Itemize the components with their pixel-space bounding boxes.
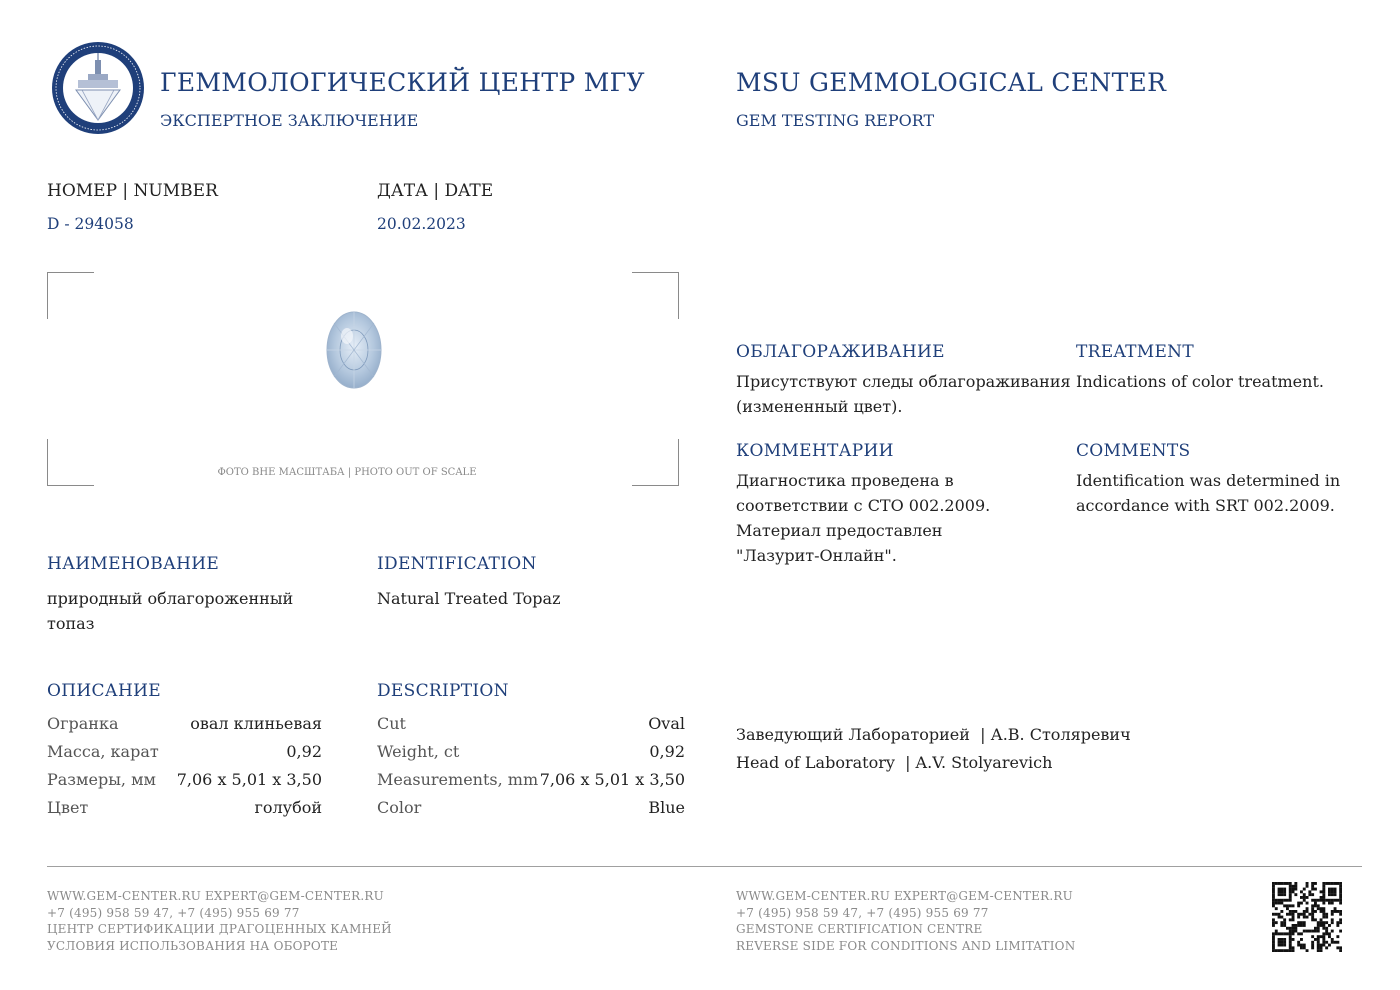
desc-row-en-weight [377, 742, 685, 770]
identification-label-en: IDENTIFICATION [377, 554, 537, 574]
footer-left-line: +7 (495) 958 59 47, +7 (495) 955 69 77 [47, 905, 300, 920]
msu-university-seal-icon [50, 40, 146, 136]
desc-row-en-color [377, 798, 685, 826]
footer-right-line: +7 (495) 958 59 47, +7 (495) 955 69 77 [736, 905, 989, 920]
desc-key: Weight, ct [377, 742, 460, 761]
footer-left-line: ЦЕНТР СЕРТИФИКАЦИИ ДРАГОЦЕННЫХ КАМНЕЙ [47, 922, 392, 936]
footer-left [47, 888, 392, 954]
footer-right [736, 888, 1075, 954]
desc-key: Цвет [47, 798, 89, 817]
date-value: 20.02.2023 [377, 215, 466, 233]
footer-left-line: УСЛОВИЯ ИСПОЛЬЗОВАНИЯ НА ОБОРОТЕ [47, 938, 339, 953]
comments-text-ru-line2: соответствии с СТО 002.2009. [736, 496, 991, 515]
treatment-text-ru-line2: (измененный цвет). [736, 397, 903, 416]
desc-key: Огранка [47, 714, 119, 733]
desc-key: Cut [377, 714, 406, 733]
desc-value: голубой [254, 798, 322, 817]
desc-row-ru-weight [47, 742, 322, 770]
signature-en: Head of Laboratory | A.V. Stolyarevich [736, 753, 1053, 772]
identification-value-ru [47, 586, 293, 636]
desc-key: Размеры, мм [47, 770, 156, 789]
treatment-label-ru: ОБЛАГОРАЖИВАНИЕ [736, 342, 945, 362]
comments-text-ru-line4: "Лазурит-Онлайн". [736, 546, 897, 565]
signature-ru: Заведующий Лабораторией | А.В. Столяревич [736, 725, 1131, 744]
desc-value: 0,92 [286, 742, 322, 761]
comments-text-en-line1: Identification was determined in [1076, 471, 1341, 490]
qr-code-icon [1272, 882, 1342, 952]
desc-row-ru-cut [47, 714, 322, 742]
desc-value: Blue [648, 798, 685, 817]
frame-corner-bl [47, 439, 94, 486]
identification-value-ru-line2: топаз [47, 614, 95, 633]
oval-blue-topaz-icon [325, 310, 383, 390]
treatment-label-en: TREATMENT [1076, 342, 1194, 362]
comments-text-ru-line3: Материал предоставлен [736, 521, 943, 540]
desc-value: овал клиньевая [190, 714, 322, 733]
treatment-text-ru [736, 369, 1071, 419]
footer-divider [47, 866, 1362, 867]
desc-row-en-measurements [377, 770, 685, 798]
desc-key: Color [377, 798, 422, 817]
identification-label-ru: НАИМЕНОВАНИЕ [47, 554, 220, 574]
desc-row-en-cut [377, 714, 685, 742]
footer-right-line: WWW.GEM-CENTER.RU EXPERT@GEM-CENTER.RU [736, 889, 1073, 903]
desc-row-ru-measurements [47, 770, 322, 798]
desc-value: 7,06 x 5,01 x 3,50 [176, 770, 322, 789]
subtitle-en: GEM TESTING REPORT [736, 111, 935, 130]
desc-value: Oval [648, 714, 685, 733]
comments-text-en-line2: accordance with SRT 002.2009. [1076, 496, 1335, 515]
desc-key: Масса, карат [47, 742, 159, 761]
subtitle-ru: ЭКСПЕРТНОЕ ЗАКЛЮЧЕНИЕ [160, 111, 419, 130]
number-value: D - 294058 [47, 215, 134, 233]
photo-caption: ФОТО ВНЕ МАСШТАБА | PHOTO OUT OF SCALE [217, 467, 477, 478]
comments-text-ru [736, 468, 990, 568]
frame-corner-tl [47, 272, 94, 319]
desc-value: 7,06 x 5,01 x 3,50 [539, 770, 685, 789]
treatment-text-en: Indications of color treatment. [1076, 372, 1324, 391]
treatment-text-ru-line1: Присутствуют следы облагораживания [736, 372, 1071, 391]
footer-right-line: REVERSE SIDE FOR CONDITIONS AND LIMITATION [736, 938, 1076, 953]
comments-text-en [1076, 468, 1340, 518]
title-ru: ГЕММОЛОГИЧЕСКИЙ ЦЕНТР МГУ [160, 68, 645, 97]
description-label-ru: ОПИСАНИЕ [47, 681, 161, 701]
footer-right-line: GEMSTONE CERTIFICATION CENTRE [736, 922, 983, 936]
comments-label-en: COMMENTS [1076, 441, 1191, 461]
desc-key: Measurements, mm [377, 770, 539, 789]
comments-text-ru-line1: Диагностика проведена в [736, 471, 954, 490]
identification-value-ru-line1: природный облагороженный [47, 589, 294, 608]
comments-label-ru: КОММЕНТАРИИ [736, 441, 894, 461]
number-label: НОМЕР | NUMBER [47, 181, 218, 201]
footer-left-line: WWW.GEM-CENTER.RU EXPERT@GEM-CENTER.RU [47, 889, 384, 903]
frame-corner-tr [632, 272, 679, 319]
date-label: ДАТА | DATE [377, 181, 494, 201]
title-en: MSU GEMMOLOGICAL CENTER [736, 68, 1167, 97]
desc-value: 0,92 [649, 742, 685, 761]
frame-corner-br [632, 439, 679, 486]
description-label-en: DESCRIPTION [377, 681, 509, 701]
identification-value-en: Natural Treated Topaz [377, 589, 561, 608]
desc-row-ru-color [47, 798, 322, 826]
